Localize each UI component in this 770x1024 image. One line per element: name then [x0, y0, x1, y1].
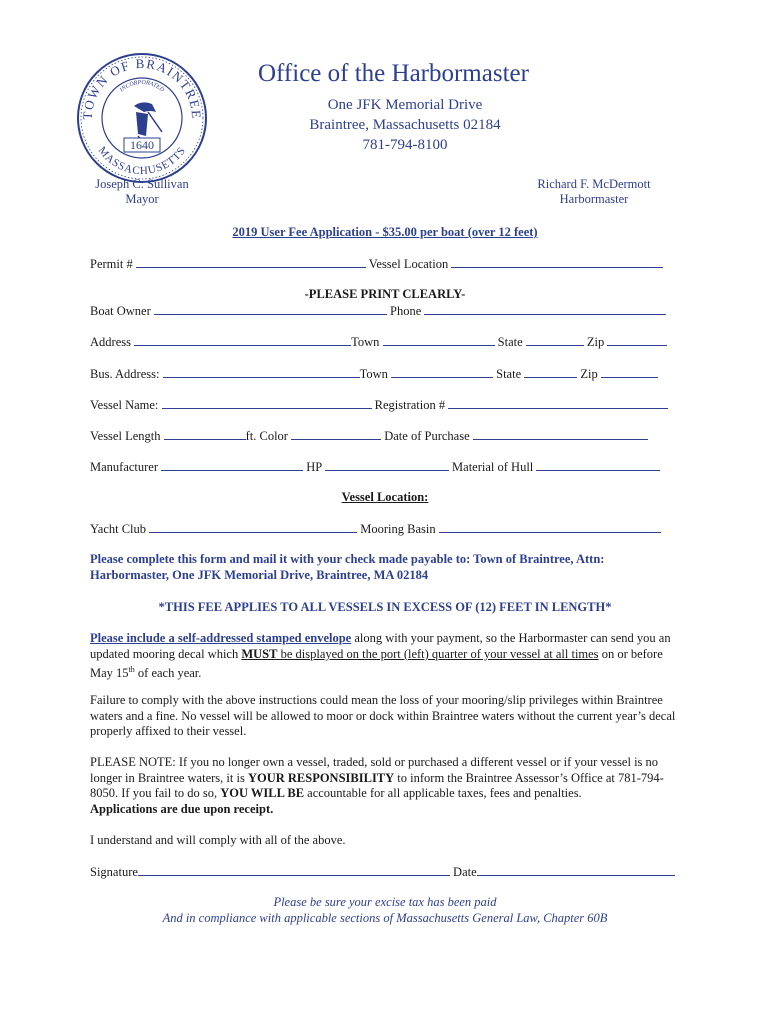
- office-title: Office of the Harbormaster: [258, 60, 529, 87]
- bus-zip-label: Zip: [580, 367, 598, 381]
- state-field[interactable]: [526, 334, 584, 346]
- understand-statement: I understand and will comply with all of the above.: [90, 833, 346, 847]
- date-of-purchase-field[interactable]: [473, 428, 648, 440]
- manufacturer-field[interactable]: [161, 459, 303, 471]
- mayor-title: Mayor: [125, 192, 159, 206]
- signature-field[interactable]: [138, 864, 450, 876]
- permit-row: [90, 256, 680, 272]
- bus-address-label: Bus. Address:: [90, 367, 160, 381]
- ft-label: ft.: [245, 429, 257, 443]
- phone-field[interactable]: [424, 303, 666, 315]
- bus-town-field[interactable]: [391, 366, 493, 378]
- failure-paragraph: Failure to comply with the above instructions could mean the loss of your mooring/slip privileges within Braintree waters and a fine. No vessel will be allowed to moor or dock within Braintree waters without the current year’s decal properly affixed to their vessel.: [90, 693, 676, 739]
- town-seal-logo: [76, 52, 208, 184]
- town-field[interactable]: [383, 334, 495, 346]
- fee-applies-notice: *THIS FEE APPLIES TO ALL VESSELS IN EXCESS OF (12) FEET IN LENGTH*: [158, 600, 612, 614]
- envelope-must: MUST: [241, 646, 278, 661]
- yacht-club-row: [90, 521, 680, 537]
- envelope-bold: Please include a self-addressed stamped envelope: [90, 631, 352, 645]
- harbormaster-title: Harbormaster: [559, 192, 629, 206]
- phone-label: Phone: [390, 304, 422, 318]
- mayor-name: Joseph C. Sullivan: [95, 177, 189, 191]
- address-field[interactable]: [134, 334, 351, 346]
- mayor-block: [72, 177, 212, 207]
- seal-text-top: TOWN OF BRAINTREE: [79, 55, 205, 121]
- note-part3: accountable for all applicable taxes, fees and penalties.: [304, 786, 582, 801]
- signature-label: Signature: [90, 865, 138, 879]
- envelope-sup: th: [128, 665, 135, 675]
- harbormaster-block: [512, 177, 676, 207]
- vessel-length-row: [90, 428, 680, 444]
- envelope-rest1: along with your payment, so the Harbormaster can send you an updated mooring decal which: [90, 631, 671, 661]
- color-label: Color: [259, 429, 288, 443]
- manufacturer-label: Manufacturer: [90, 460, 159, 474]
- boat-owner-field[interactable]: [154, 303, 387, 315]
- signature-row: [90, 864, 680, 880]
- yacht-club-label: Yacht Club: [90, 522, 147, 536]
- fee-title: 2019 User Fee Application - $35.00 per boat (over 12 feet): [232, 225, 538, 239]
- envelope-rest2: on or before May 15: [90, 646, 663, 681]
- permit-label: Permit #: [90, 257, 133, 271]
- print-clearly: -PLEASE PRINT CLEARLY-: [304, 287, 466, 301]
- footer-line-1: Please be sure your excise tax has been paid: [273, 895, 497, 909]
- bus-state-field[interactable]: [524, 366, 577, 378]
- mooring-basin-field[interactable]: [439, 521, 661, 533]
- bus-town-label: Town: [359, 367, 388, 381]
- vessel-length-label: Vessel Length: [90, 429, 161, 443]
- vessel-name-label: Vessel Name:: [90, 398, 159, 412]
- bus-address-row: [90, 366, 680, 382]
- seal-year: 1640: [130, 138, 154, 152]
- mooring-basin-label: Mooring Basin: [360, 522, 436, 536]
- harbormaster-name: Richard F. McDermott: [537, 177, 651, 191]
- hp-field[interactable]: [325, 459, 449, 471]
- manufacturer-row: [90, 459, 680, 475]
- footer-line-2: And in compliance with applicable sections of Massachusetts General Law, Chapter 60B: [162, 911, 608, 925]
- vessel-location-field[interactable]: [451, 256, 663, 268]
- date-label: Date: [453, 865, 477, 879]
- zip-field[interactable]: [607, 334, 667, 346]
- note-part1: PLEASE NOTE: If you no longer own a vessel, traded, sold or purchased a different vessel or if your vessel is no longer in Braintree waters, it is: [90, 755, 659, 785]
- note-bold2: YOU WILL BE: [220, 786, 305, 801]
- registration-label: Registration #: [374, 398, 446, 412]
- boat-owner-label: Boat Owner: [90, 304, 151, 318]
- office-phone: 781-794-8100: [362, 137, 448, 153]
- note-bold1: YOUR RESPONSIBILITY: [247, 770, 395, 785]
- envelope-underlined: be displayed on the port (left) quarter of your vessel at all times: [277, 646, 599, 661]
- state-label: State: [497, 335, 523, 349]
- address-line-2: Braintree, Massachusetts 02184: [309, 117, 501, 133]
- yacht-club-field[interactable]: [149, 521, 357, 533]
- bus-address-field[interactable]: [163, 366, 360, 378]
- vessel-name-field[interactable]: [162, 397, 372, 409]
- bus-state-label: State: [496, 367, 522, 381]
- registration-field[interactable]: [448, 397, 668, 409]
- envelope-end: of each year.: [134, 666, 202, 681]
- address-row: [90, 334, 680, 350]
- vessel-location-heading: Vessel Location:: [341, 490, 429, 504]
- note-part2: to inform the Braintree Assessor’s Office at 781-794-8050. If you fail to do so,: [90, 770, 664, 801]
- note-bold3: Applications are due upon receipt.: [90, 802, 274, 817]
- color-field[interactable]: [291, 428, 381, 440]
- vessel-name-row: [90, 397, 680, 413]
- address-line-1: One JFK Memorial Drive: [327, 97, 483, 113]
- bus-zip-field[interactable]: [601, 366, 658, 378]
- date-of-purchase-label: Date of Purchase: [384, 429, 470, 443]
- seal-text-bottom: MASSACHUSETTS: [95, 144, 189, 178]
- envelope-paragraph: [90, 631, 682, 682]
- boat-owner-row: [90, 303, 680, 319]
- hp-label: HP: [306, 460, 322, 474]
- date-field[interactable]: [477, 864, 675, 876]
- material-field[interactable]: [536, 459, 660, 471]
- seal-text-inner: INCORPORATED: [119, 79, 165, 94]
- vessel-length-field[interactable]: [164, 428, 246, 440]
- zip-label: Zip: [586, 335, 605, 349]
- permit-field[interactable]: [136, 256, 366, 268]
- address-label: Address: [90, 335, 131, 349]
- mail-instructions: Please complete this form and mail it with your check made payable to: Town of Braintree, Attn: Harbormaster, One JFK Memorial Drive, Braintree, MA 02184: [90, 552, 605, 582]
- town-label: Town: [351, 335, 380, 349]
- material-label: Material of Hull: [452, 460, 534, 474]
- vessel-location-label: Vessel Location: [368, 257, 449, 271]
- please-note-paragraph: [90, 755, 682, 818]
